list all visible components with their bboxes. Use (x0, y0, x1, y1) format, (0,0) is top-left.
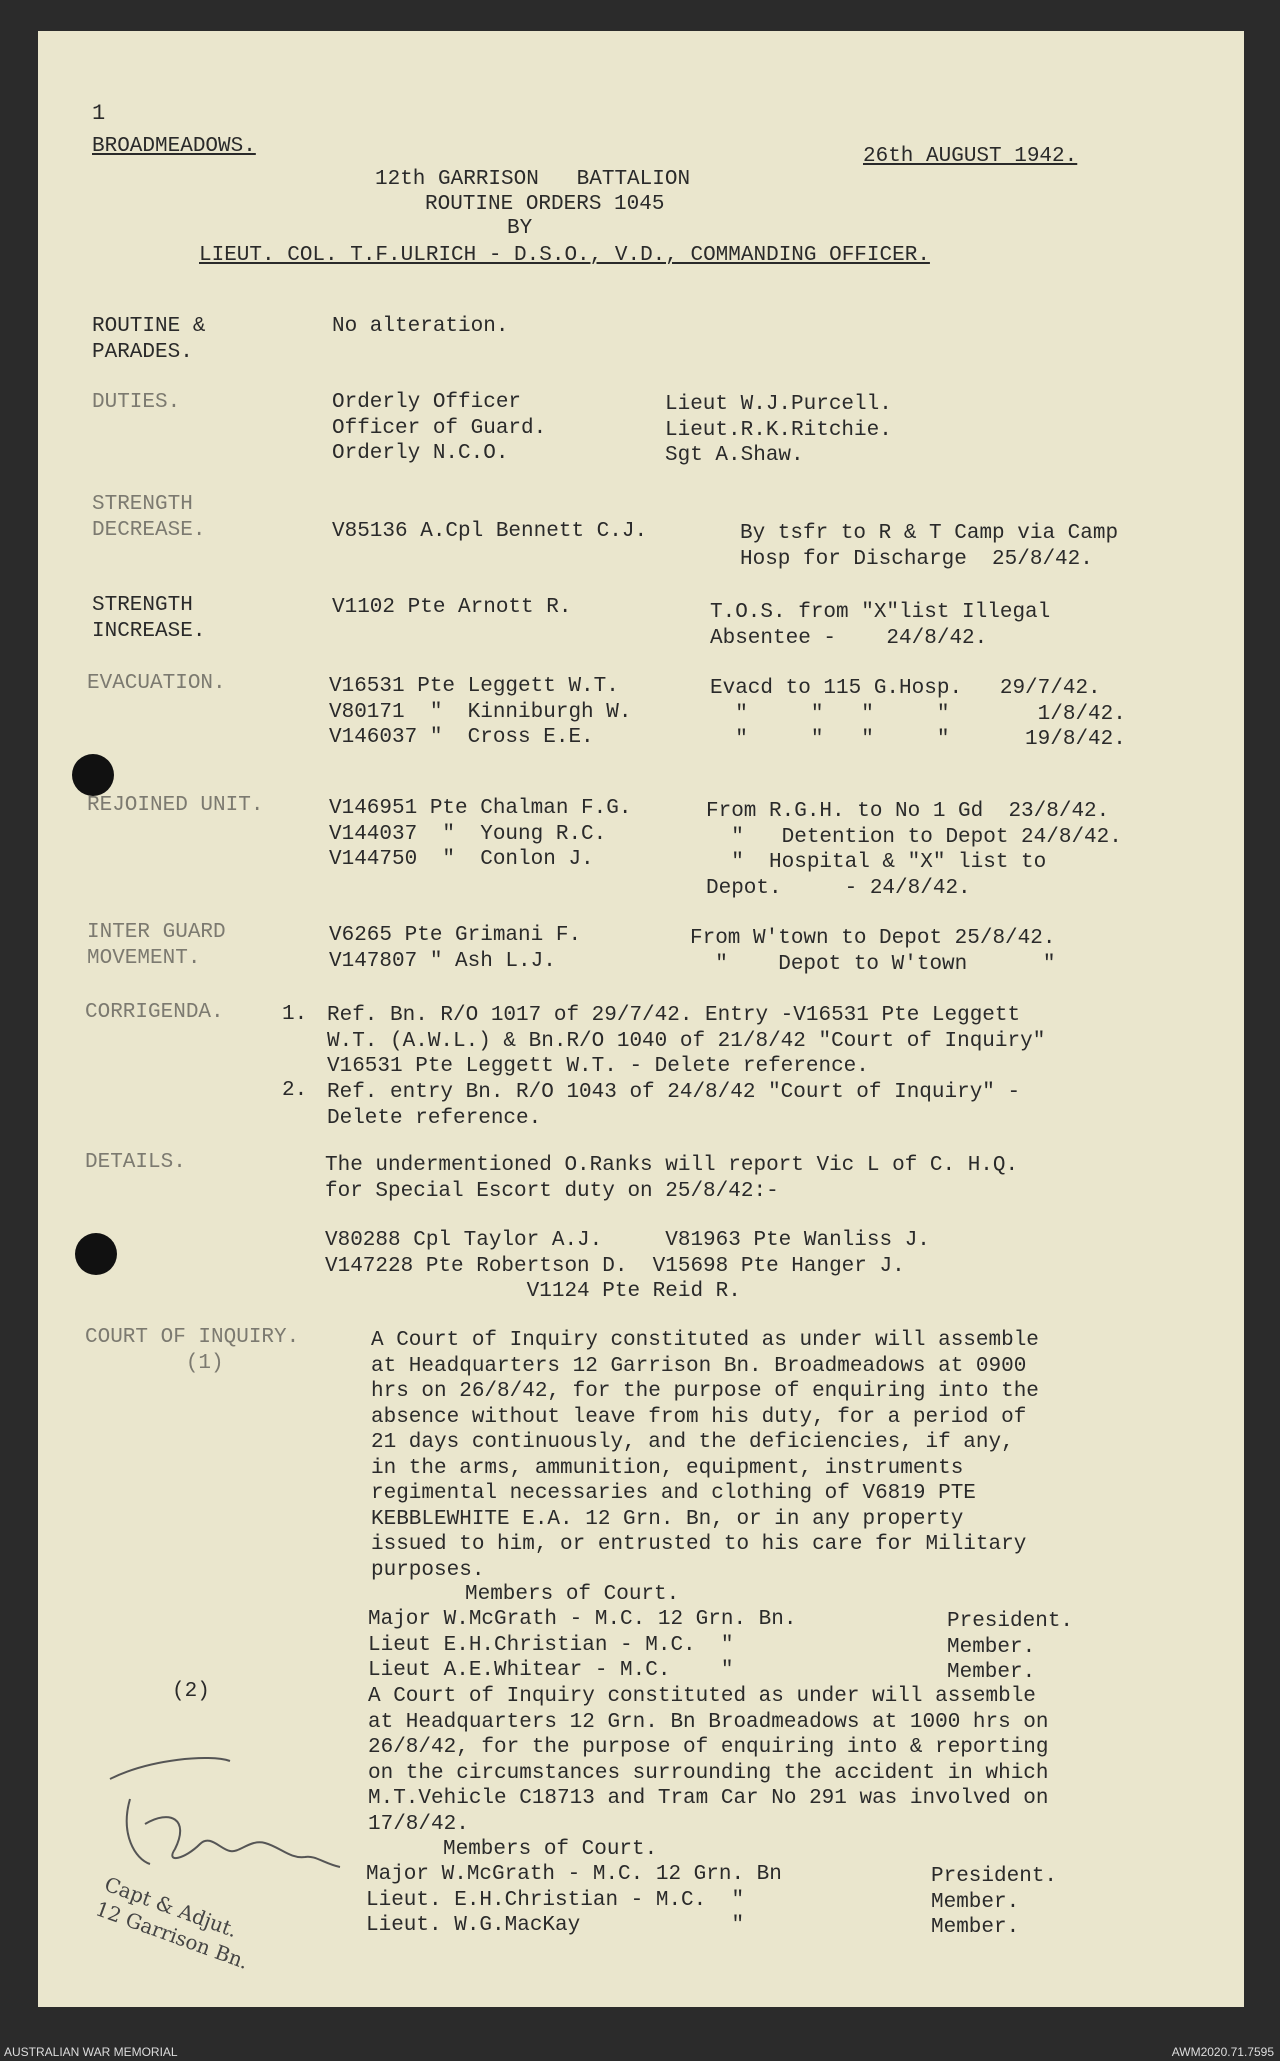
members-1-roles: President. Member. Member. (947, 1610, 1074, 1684)
inter-guard-heading: INTER GUARD MOVEMENT. (87, 921, 226, 970)
punch-hole (72, 754, 114, 796)
court-paragraph-2: A Court of Inquiry constituted as under will assemble at Headquarters 12 Grn. Bn Broadmeadows at 1000 hrs on 26/8/42, for the purpose of enquiring into & reporting on the circumstances surrounding the accident in which M.T.Vehicle C18713 and Tram Car No 291 was involved on 17/8/42. (368, 1685, 1049, 1836)
court-number-2: (2) (172, 1680, 210, 1703)
inter-guard-persons: V6265 Pte Grimani F. V147807 " Ash L.J. (329, 924, 582, 973)
evacuation-detail: Evacd to 115 G.Hosp. 29/7/42. " " " " 1/8/42. " " " " 19/8/42. (710, 677, 1126, 751)
strength-decrease-person: V85136 A.Cpl Bennett C.J. (332, 520, 648, 543)
corrigenda-text-1: Ref. Bn. R/O 1017 of 29/7/42. Entry -V16531 Pte Leggett W.T. (A.W.L.) & Bn.R/O 1040 of 21/8/42 "Court of Inquiry" V16531 Pte Leggett W.T. - Delete reference. (327, 1004, 1046, 1078)
header-unit: 12th GARRISON BATTALION (375, 168, 691, 191)
rejoined-heading: REJOINED UNIT. (87, 794, 264, 817)
details-text: The undermentioned O.Ranks will report Vic L of C. H.Q. for Special Escort duty on 25/8/42:- (325, 1154, 1019, 1203)
strength-increase-detail: T.O.S. from "X"list Illegal Absentee - 24/8/42. (710, 601, 1051, 650)
details-list: V80288 Cpl Taylor A.J. V81963 Pte Wanliss J. V147228 Pte Robertson D. V15698 Pte Hanger J. V1124 Pte Reid R. (325, 1229, 930, 1303)
strength-decrease-detail: By tsfr to R & T Camp via Camp Hosp for Discharge 25/8/42. (740, 522, 1119, 571)
rejoined-detail: From R.G.H. to No 1 Gd 23/8/42. " Detention to Depot 24/8/42. " Hospital & "X" list to Depot. - 24/8/42. (706, 800, 1122, 900)
header-orders: ROUTINE ORDERS 1045 (425, 193, 665, 216)
strength-increase-heading: STRENGTH INCREASE. (92, 594, 206, 643)
strength-decrease-heading: STRENGTH DECREASE. (92, 493, 206, 542)
rejoined-persons: V146951 Pte Chalman F.G. V144037 " Young R.C. V144750 " Conlon J. (329, 797, 632, 871)
duties-roles: Orderly Officer Officer of Guard. Orderly N.C.O. (332, 391, 547, 465)
duties-names: Lieut W.J.Purcell. Lieut.R.K.Ritchie. Sgt A.Shaw. (665, 393, 892, 467)
duties-heading: DUTIES. (92, 391, 181, 414)
evacuation-persons: V16531 Pte Leggett W.T. V80171 " Kinniburgh W. V146037 " Cross E.E. (329, 675, 632, 749)
routine-heading: ROUTINE & PARADES. (92, 315, 206, 364)
strength-increase-person: V1102 Pte Arnott R. (332, 596, 572, 619)
signature-stamp: Capt & Adjut. 12 Garrison Bn. (92, 1871, 252, 1974)
court-heading: COURT OF INQUIRY. (1) (85, 1326, 300, 1375)
punch-hole (75, 1233, 117, 1275)
members-2-roles: President. Member. Member. (931, 1865, 1058, 1939)
header-commanding-officer: LIEUT. COL. T.F.ULRICH - D.S.O., V.D., COMMANDING OFFICER. (199, 244, 930, 267)
members-2-names: Major W.McGrath - M.C. 12 Grn. Bn Lieut. E.H.Christian - M.C. " Lieut. W.G.MacKay " (366, 1863, 782, 1937)
inter-guard-detail: From W'town to Depot 25/8/42. " Depot to W'town " (690, 927, 1056, 976)
corrigenda-text-2: Ref. entry Bn. R/O 1043 of 24/8/42 "Court of Inquiry" - Delete reference. (327, 1081, 1021, 1130)
details-heading: DETAILS. (85, 1151, 186, 1174)
page-number: 1 (92, 101, 106, 126)
location: BROADMEADOWS. (92, 135, 256, 158)
corrigenda-num-1: 1. (282, 1003, 308, 1026)
document-page (38, 31, 1244, 2007)
header-by: BY (507, 217, 533, 240)
court-paragraph-1: A Court of Inquiry constituted as under will assemble at Headquarters 12 Garrison Bn. Broadmeadows at 0900 hrs on 26/8/42, for the purpose of enquiring into the absence without leave from his duty, for a period of 21 days continuously, and the deficiencies, if any, in the arms, ammunition, equipment, instruments regimental necessaries and clothing of V6819 PTE KEBBLEWHITE E.A. 12 Grn. Bn, or in any property issued to him, or entrusted to his care for Military purposes. (371, 1329, 1039, 1582)
footer-left: AUSTRALIAN WAR MEMORIAL (4, 2045, 178, 2059)
corrigenda-num-2: 2. (282, 1079, 308, 1102)
document-date: 26th AUGUST 1942. (863, 145, 1078, 168)
routine-text: No alteration. (332, 315, 509, 338)
evacuation-heading: EVACUATION. (87, 672, 226, 695)
footer-right: AWM2020.71.7595 (1171, 2045, 1274, 2059)
members-1-names: Major W.McGrath - M.C. 12 Grn. Bn. Lieut E.H.Christian - M.C. " Lieut A.E.Whitear - M.C. " (368, 1608, 797, 1682)
members-heading-2: Members of Court. (443, 1838, 658, 1861)
members-heading-1: Members of Court. (465, 1583, 680, 1606)
corrigenda-heading: CORRIGENDA. (85, 1001, 224, 1024)
